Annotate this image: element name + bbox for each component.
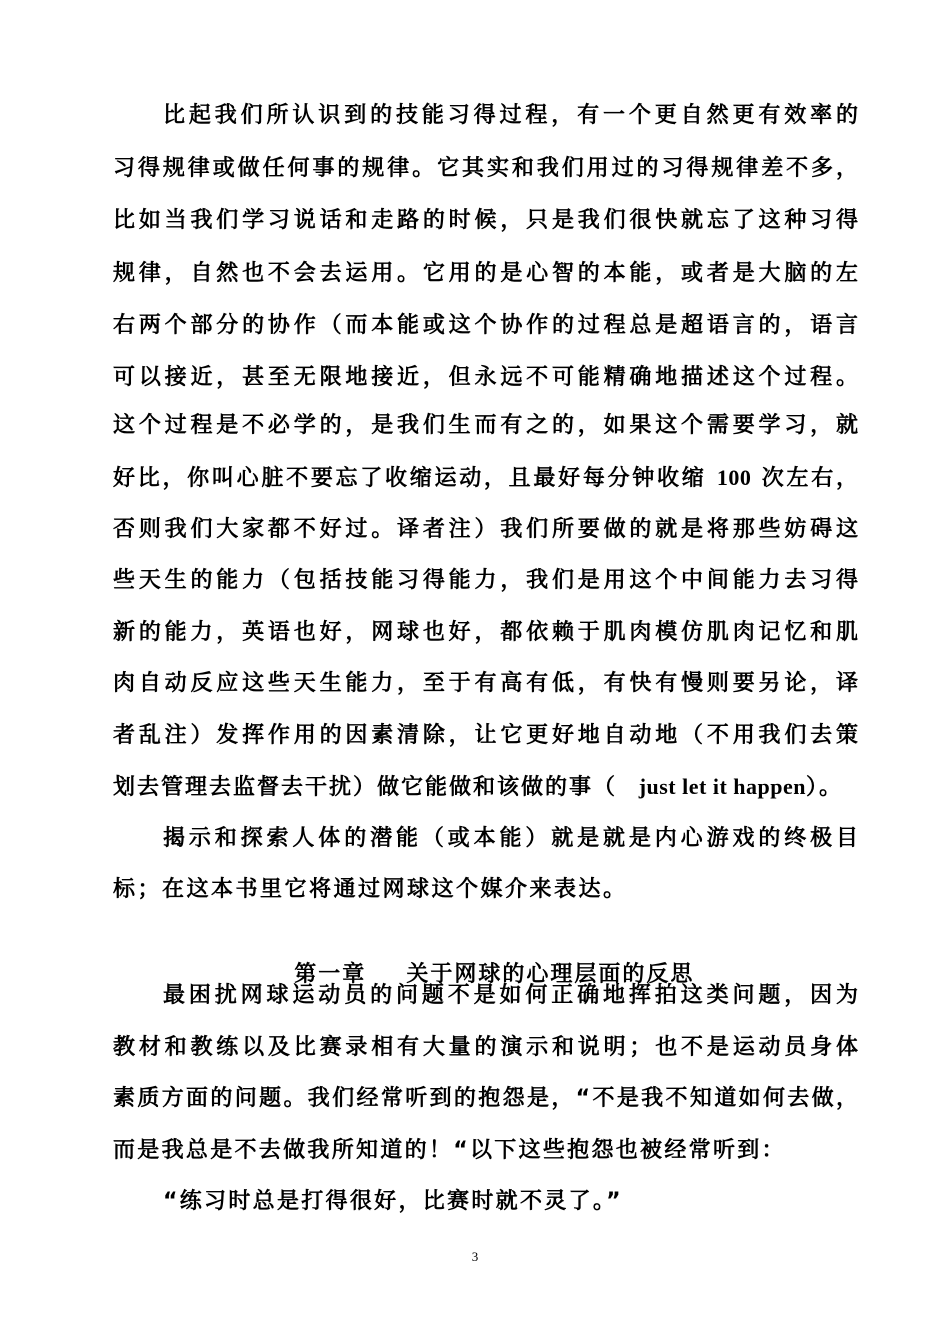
line-text-after-number: 次左右， bbox=[761, 466, 858, 491]
chapter-title: 关于网球的心理层面的反思 bbox=[406, 962, 695, 987]
paragraph-line: 可以接近，甚至无限地接近，但永远不可能精确地描述这个过程。 bbox=[113, 365, 858, 390]
paragraph-line: 素质方面的问题。我们经常听到的抱怨是，“不是我不知道如何去做， bbox=[113, 1086, 858, 1111]
paragraph-line: 否则我们大家都不好过。译者注）我们所要做的就是将那些妨碍这 bbox=[113, 517, 858, 542]
paragraph-line: 标；在这本书里它将通过网球这个媒介来表达。 bbox=[113, 877, 628, 902]
paragraph-line: 新的能力，英语也好，网球也好，都依赖于肌肉模仿肌肉记忆和肌 bbox=[113, 620, 858, 645]
paragraph-line: 肉自动反应这些天生能力，至于有高有低，有快有慢则要另论，译 bbox=[113, 671, 858, 696]
line-text-before-english: 划去管理去监督去干扰）做它能做和该做的事（ bbox=[113, 775, 618, 800]
paragraph-line: 右两个部分的协作（而本能或这个协作的过程总是超语言的，语言 bbox=[113, 313, 858, 338]
page-number: 3 bbox=[471, 1249, 479, 1264]
paragraph-line: 而是我总是不去做我所知道的！“以下这些抱怨也被经常听到： bbox=[113, 1138, 786, 1163]
english-phrase: just let it happen bbox=[638, 774, 806, 799]
paragraph-line: 比如当我们学习说话和走路的时候，只是我们很快就忘了这种习得 bbox=[113, 208, 858, 233]
line-text-before-number: 好比，你叫心脏不要忘了收缩运动，且最好每分钟收缩 bbox=[113, 466, 707, 491]
paragraph-line: 最困扰网球运动员的问题不是如何正确地挥拍这类问题，因为 bbox=[163, 983, 858, 1008]
line-number-value: 100 bbox=[716, 465, 752, 490]
paragraph-line: 教材和教练以及比赛录相有大量的演示和说明；也不是运动员身体 bbox=[113, 1035, 858, 1060]
paragraph-line: 习得规律或做任何事的规律。它其实和我们用过的习得规律差不多， bbox=[113, 156, 858, 181]
quoted-complaint: “练习时总是打得很好，比赛时就不灵了。” bbox=[163, 1189, 623, 1214]
line-text-after-english: ）。 bbox=[805, 775, 843, 800]
paragraph-line-with-number bbox=[113, 463, 858, 494]
paragraph-line: 规律，自然也不会去运用。它用的是心智的本能，或者是大脑的左 bbox=[113, 261, 858, 286]
paragraph-line: 比起我们所认识到的技能习得过程，有一个更自然更有效率的 bbox=[163, 103, 858, 128]
paragraph-line-with-english bbox=[113, 772, 843, 803]
paragraph-line: 揭示和探索人体的潜能（或本能）就是就是内心游戏的终极目 bbox=[163, 826, 858, 851]
paragraph-line: 这个过程是不必学的，是我们生而有之的，如果这个需要学习，就 bbox=[113, 413, 858, 438]
chapter-number: 第一章 bbox=[294, 962, 367, 987]
paragraph-line: 些天生的能力（包括技能习得能力，我们是用这个中间能力去习得 bbox=[113, 568, 858, 593]
paragraph-line: 者乱注）发挥作用的因素清除，让它更好地自动地（不用我们去策 bbox=[113, 723, 858, 748]
